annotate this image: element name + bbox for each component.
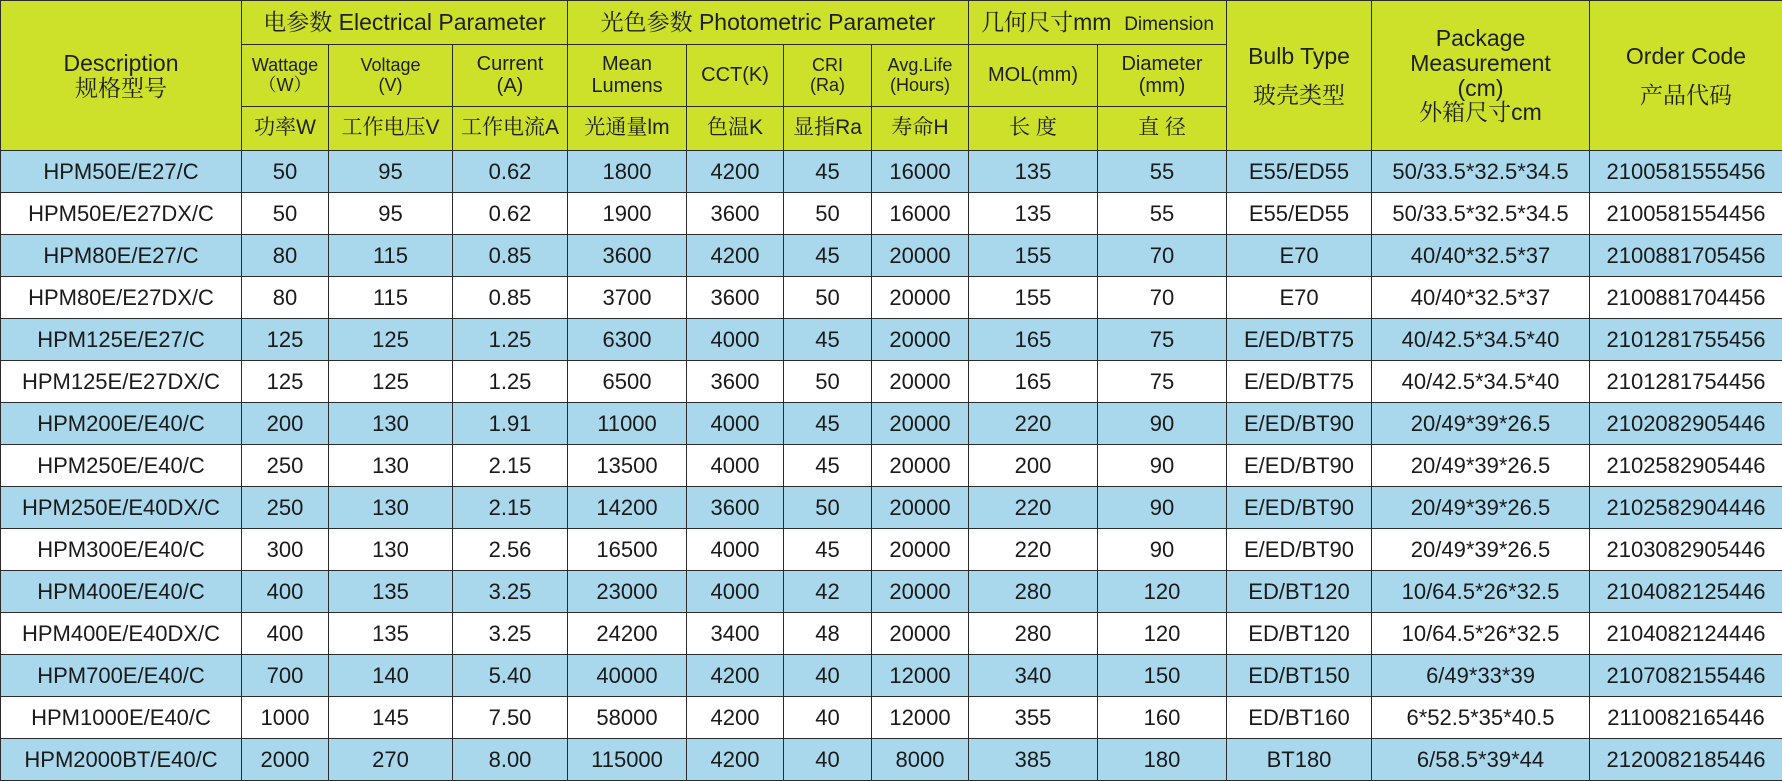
cell-bulb-type: E/ED/BT90 <box>1227 445 1372 487</box>
cell-description: HPM400E/E40DX/C <box>1 613 242 655</box>
cell-cri: 40 <box>784 697 872 739</box>
cell-voltage: 135 <box>329 571 453 613</box>
cell-life: 20000 <box>872 277 969 319</box>
cell-mol: 155 <box>969 277 1098 319</box>
cell-diameter: 55 <box>1098 193 1227 235</box>
cell-current: 7.50 <box>453 697 568 739</box>
cell-package: 40/42.5*34.5*40 <box>1372 319 1590 361</box>
cell-description: HPM700E/E40/C <box>1 655 242 697</box>
cell-description: HPM125E/E27DX/C <box>1 361 242 403</box>
cell-wattage: 1000 <box>242 697 329 739</box>
cell-mol: 220 <box>969 487 1098 529</box>
cell-lumens: 115000 <box>568 739 687 781</box>
table-row <box>1 529 1782 571</box>
cell-wattage: 125 <box>242 361 329 403</box>
table-header <box>1 1 1782 151</box>
cell-package: 20/49*39*26.5 <box>1372 445 1590 487</box>
cell-wattage: 50 <box>242 193 329 235</box>
cell-bulb-type: E55/ED55 <box>1227 151 1372 193</box>
table-row <box>1 697 1782 739</box>
cell-life: 20000 <box>872 235 969 277</box>
cell-life: 20000 <box>872 445 969 487</box>
cell-life: 20000 <box>872 487 969 529</box>
cell-bulb-type: E70 <box>1227 277 1372 319</box>
cri-header: CRI (Ra) <box>784 45 872 107</box>
voltage-header: Voltage (V) <box>329 45 453 107</box>
cell-cct: 3600 <box>687 487 784 529</box>
cell-cri: 45 <box>784 235 872 277</box>
cell-mol: 280 <box>969 571 1098 613</box>
cell-bulb-type: ED/BT160 <box>1227 697 1372 739</box>
cell-bulb-type: E/ED/BT90 <box>1227 403 1372 445</box>
cell-description: HPM250E/E40DX/C <box>1 487 242 529</box>
cell-mol: 220 <box>969 529 1098 571</box>
avg-life-header: Avg.Life (Hours) <box>872 45 969 107</box>
cell-bulb-type: E/ED/BT75 <box>1227 319 1372 361</box>
cell-wattage: 50 <box>242 151 329 193</box>
cell-package: 10/64.5*26*32.5 <box>1372 613 1590 655</box>
cell-lumens: 1800 <box>568 151 687 193</box>
cell-current: 2.15 <box>453 487 568 529</box>
cell-current: 8.00 <box>453 739 568 781</box>
cell-voltage: 95 <box>329 151 453 193</box>
cell-mol: 200 <box>969 445 1098 487</box>
table-row <box>1 403 1782 445</box>
cell-package: 50/33.5*32.5*34.5 <box>1372 151 1590 193</box>
cell-diameter: 70 <box>1098 235 1227 277</box>
cell-life: 20000 <box>872 571 969 613</box>
voltage-zh-header: 工作电压V <box>329 107 453 151</box>
lumens-zh-header: 光通量lm <box>568 107 687 151</box>
cell-order-code: 2103082905446 <box>1590 529 1782 571</box>
cell-diameter: 70 <box>1098 277 1227 319</box>
cell-current: 0.62 <box>453 193 568 235</box>
cell-order-code: 2102582905446 <box>1590 445 1782 487</box>
cell-package: 20/49*39*26.5 <box>1372 403 1590 445</box>
cell-bulb-type: BT180 <box>1227 739 1372 781</box>
cell-voltage: 115 <box>329 277 453 319</box>
cell-lumens: 23000 <box>568 571 687 613</box>
cell-order-code: 2102082905446 <box>1590 403 1782 445</box>
cell-voltage: 125 <box>329 319 453 361</box>
cell-order-code: 2100881705456 <box>1590 235 1782 277</box>
cell-voltage: 95 <box>329 193 453 235</box>
cell-package: 40/42.5*34.5*40 <box>1372 361 1590 403</box>
diameter-header: Diameter (mm) <box>1098 45 1227 107</box>
electrical-parameter-group: 电参数 Electrical Parameter <box>242 1 568 45</box>
cell-cct: 3600 <box>687 361 784 403</box>
cell-wattage: 125 <box>242 319 329 361</box>
cell-bulb-type: E70 <box>1227 235 1372 277</box>
cell-description: HPM80E/E27DX/C <box>1 277 242 319</box>
cell-diameter: 150 <box>1098 655 1227 697</box>
cell-cri: 45 <box>784 319 872 361</box>
cell-mol: 135 <box>969 193 1098 235</box>
cell-order-code: 2100881704456 <box>1590 277 1782 319</box>
cell-voltage: 140 <box>329 655 453 697</box>
cell-current: 3.25 <box>453 613 568 655</box>
cell-order-code: 2104082124446 <box>1590 613 1782 655</box>
cell-life: 20000 <box>872 613 969 655</box>
cell-life: 16000 <box>872 193 969 235</box>
cell-wattage: 400 <box>242 571 329 613</box>
table-row <box>1 235 1782 277</box>
wattage-header: Wattage （W） <box>242 45 329 107</box>
cell-mol: 355 <box>969 697 1098 739</box>
cell-order-code: 2101281755456 <box>1590 319 1782 361</box>
cct-header: CCT(K) <box>687 45 784 107</box>
cell-bulb-type: ED/BT150 <box>1227 655 1372 697</box>
cell-order-code: 2120082185446 <box>1590 739 1782 781</box>
cell-current: 1.25 <box>453 361 568 403</box>
cell-mol: 165 <box>969 361 1098 403</box>
cell-life: 12000 <box>872 655 969 697</box>
cell-voltage: 130 <box>329 403 453 445</box>
cell-lumens: 24200 <box>568 613 687 655</box>
cell-cri: 40 <box>784 739 872 781</box>
table-row <box>1 361 1782 403</box>
cell-lumens: 3600 <box>568 235 687 277</box>
cell-diameter: 120 <box>1098 613 1227 655</box>
cell-cct: 4000 <box>687 571 784 613</box>
cell-cri: 50 <box>784 487 872 529</box>
cell-life: 20000 <box>872 361 969 403</box>
cell-package: 20/49*39*26.5 <box>1372 487 1590 529</box>
table-row <box>1 151 1782 193</box>
cell-life: 8000 <box>872 739 969 781</box>
table-row <box>1 445 1782 487</box>
cri-zh-header: 显指Ra <box>784 107 872 151</box>
cell-current: 1.25 <box>453 319 568 361</box>
cell-cri: 45 <box>784 529 872 571</box>
cell-wattage: 400 <box>242 613 329 655</box>
cell-lumens: 14200 <box>568 487 687 529</box>
cell-order-code: 2100581554456 <box>1590 193 1782 235</box>
cell-wattage: 80 <box>242 235 329 277</box>
cct-zh-header: 色温K <box>687 107 784 151</box>
cell-mol: 155 <box>969 235 1098 277</box>
description-header: Description 规格型号 <box>1 1 242 151</box>
cell-lumens: 58000 <box>568 697 687 739</box>
cell-voltage: 125 <box>329 361 453 403</box>
cell-cct: 3600 <box>687 193 784 235</box>
table-row <box>1 571 1782 613</box>
cell-description: HPM200E/E40/C <box>1 403 242 445</box>
cell-bulb-type: E/ED/BT90 <box>1227 529 1372 571</box>
cell-current: 0.62 <box>453 151 568 193</box>
cell-package: 50/33.5*32.5*34.5 <box>1372 193 1590 235</box>
cell-cct: 4200 <box>687 739 784 781</box>
cell-lumens: 16500 <box>568 529 687 571</box>
cell-description: HPM2000BT/E40/C <box>1 739 242 781</box>
life-zh-header: 寿命H <box>872 107 969 151</box>
table-row <box>1 277 1782 319</box>
order-code-header: Order Code 产品代码 <box>1590 1 1782 151</box>
cell-description: HPM400E/E40/C <box>1 571 242 613</box>
cell-diameter: 90 <box>1098 487 1227 529</box>
cell-lumens: 40000 <box>568 655 687 697</box>
cell-lumens: 6300 <box>568 319 687 361</box>
cell-voltage: 270 <box>329 739 453 781</box>
cell-cct: 3400 <box>687 613 784 655</box>
cell-package: 10/64.5*26*32.5 <box>1372 571 1590 613</box>
cell-diameter: 90 <box>1098 445 1227 487</box>
cell-description: HPM50E/E27/C <box>1 151 242 193</box>
cell-package: 6/49*33*39 <box>1372 655 1590 697</box>
cell-cct: 4200 <box>687 697 784 739</box>
cell-current: 5.40 <box>453 655 568 697</box>
cell-diameter: 90 <box>1098 403 1227 445</box>
cell-voltage: 115 <box>329 235 453 277</box>
cell-current: 2.15 <box>453 445 568 487</box>
cell-wattage: 250 <box>242 445 329 487</box>
cell-life: 20000 <box>872 529 969 571</box>
mean-lumens-header: Mean Lumens <box>568 45 687 107</box>
cell-life: 12000 <box>872 697 969 739</box>
cell-voltage: 130 <box>329 487 453 529</box>
cell-order-code: 2104082125446 <box>1590 571 1782 613</box>
cell-cct: 3600 <box>687 277 784 319</box>
table-row <box>1 655 1782 697</box>
cell-voltage: 145 <box>329 697 453 739</box>
cell-description: HPM1000E/E40/C <box>1 697 242 739</box>
cell-cct: 4000 <box>687 319 784 361</box>
cell-package: 40/40*32.5*37 <box>1372 277 1590 319</box>
cell-diameter: 160 <box>1098 697 1227 739</box>
cell-diameter: 75 <box>1098 319 1227 361</box>
cell-bulb-type: ED/BT120 <box>1227 613 1372 655</box>
cell-diameter: 55 <box>1098 151 1227 193</box>
cell-order-code: 2102582904446 <box>1590 487 1782 529</box>
cell-life: 20000 <box>872 403 969 445</box>
cell-cri: 45 <box>784 403 872 445</box>
cell-bulb-type: E55/ED55 <box>1227 193 1372 235</box>
cell-cri: 50 <box>784 361 872 403</box>
cell-cri: 40 <box>784 655 872 697</box>
current-zh-header: 工作电流A <box>453 107 568 151</box>
cell-mol: 385 <box>969 739 1098 781</box>
mol-header: MOL(mm) <box>969 45 1098 107</box>
table-row <box>1 739 1782 781</box>
cell-cri: 45 <box>784 445 872 487</box>
cell-voltage: 130 <box>329 445 453 487</box>
cell-cri: 48 <box>784 613 872 655</box>
cell-voltage: 130 <box>329 529 453 571</box>
cell-order-code: 2110082165446 <box>1590 697 1782 739</box>
cell-bulb-type: E/ED/BT90 <box>1227 487 1372 529</box>
cell-cri: 50 <box>784 277 872 319</box>
cell-package: 6*52.5*35*40.5 <box>1372 697 1590 739</box>
cell-cct: 4200 <box>687 235 784 277</box>
photometric-parameter-group: 光色参数 Photometric Parameter <box>568 1 969 45</box>
mol-zh-header: 长 度 <box>969 107 1098 151</box>
cell-mol: 220 <box>969 403 1098 445</box>
cell-cct: 4000 <box>687 529 784 571</box>
bulb-type-header: Bulb Type 玻壳类型 <box>1227 1 1372 151</box>
table-row <box>1 613 1782 655</box>
cell-description: HPM300E/E40/C <box>1 529 242 571</box>
cell-current: 3.25 <box>453 571 568 613</box>
cell-package: 40/40*32.5*37 <box>1372 235 1590 277</box>
cell-diameter: 90 <box>1098 529 1227 571</box>
cell-lumens: 6500 <box>568 361 687 403</box>
table-row <box>1 193 1782 235</box>
cell-current: 0.85 <box>453 277 568 319</box>
cell-description: HPM250E/E40/C <box>1 445 242 487</box>
cell-wattage: 250 <box>242 487 329 529</box>
table-row <box>1 487 1782 529</box>
cell-life: 16000 <box>872 151 969 193</box>
cell-cri: 42 <box>784 571 872 613</box>
cell-lumens: 1900 <box>568 193 687 235</box>
cell-description: HPM80E/E27/C <box>1 235 242 277</box>
cell-lumens: 3700 <box>568 277 687 319</box>
cell-order-code: 2100581555456 <box>1590 151 1782 193</box>
cell-wattage: 700 <box>242 655 329 697</box>
cell-wattage: 300 <box>242 529 329 571</box>
table-body <box>1 151 1782 781</box>
cell-package: 6/58.5*39*44 <box>1372 739 1590 781</box>
cell-wattage: 80 <box>242 277 329 319</box>
cell-mol: 165 <box>969 319 1098 361</box>
cell-cct: 4000 <box>687 445 784 487</box>
cell-package: 20/49*39*26.5 <box>1372 529 1590 571</box>
wattage-zh-header: 功率W <box>242 107 329 151</box>
dimension-group: 几何尺寸mm Dimension <box>969 1 1227 45</box>
cell-lumens: 11000 <box>568 403 687 445</box>
cell-order-code: 2107082155446 <box>1590 655 1782 697</box>
cell-current: 1.91 <box>453 403 568 445</box>
cell-diameter: 75 <box>1098 361 1227 403</box>
cell-cct: 4200 <box>687 655 784 697</box>
package-measurement-header: Package Measurement (cm) 外箱尺寸cm <box>1372 1 1590 151</box>
cell-diameter: 180 <box>1098 739 1227 781</box>
diameter-zh-header: 直 径 <box>1098 107 1227 151</box>
current-header: Current (A) <box>453 45 568 107</box>
cell-cct: 4200 <box>687 151 784 193</box>
cell-mol: 340 <box>969 655 1098 697</box>
cell-diameter: 120 <box>1098 571 1227 613</box>
table-row <box>1 319 1782 361</box>
cell-mol: 135 <box>969 151 1098 193</box>
cell-mol: 280 <box>969 613 1098 655</box>
cell-current: 0.85 <box>453 235 568 277</box>
cell-cri: 50 <box>784 193 872 235</box>
cell-order-code: 2101281754456 <box>1590 361 1782 403</box>
cell-bulb-type: E/ED/BT75 <box>1227 361 1372 403</box>
cell-description: HPM125E/E27/C <box>1 319 242 361</box>
cell-voltage: 135 <box>329 613 453 655</box>
cell-cri: 45 <box>784 151 872 193</box>
cell-description: HPM50E/E27DX/C <box>1 193 242 235</box>
cell-bulb-type: ED/BT120 <box>1227 571 1372 613</box>
cell-lumens: 13500 <box>568 445 687 487</box>
cell-life: 20000 <box>872 319 969 361</box>
cell-cct: 4000 <box>687 403 784 445</box>
cell-current: 2.56 <box>453 529 568 571</box>
cell-wattage: 2000 <box>242 739 329 781</box>
cell-wattage: 200 <box>242 403 329 445</box>
